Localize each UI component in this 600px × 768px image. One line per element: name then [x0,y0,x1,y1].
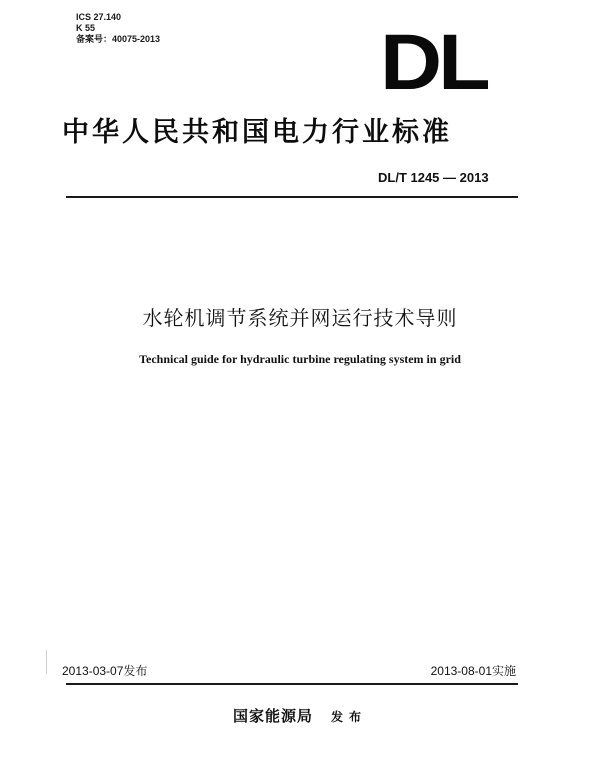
standard-number: DL/T 1245 — 2013 [378,170,489,185]
standard-category: 中华人民共和国电力行业标准 [62,117,452,148]
publisher-action: 发布 [331,710,368,724]
publisher-organization: 国家能源局 [232,707,313,725]
header-meta [76,12,160,45]
header-divider [66,196,518,198]
implementation-date: 2013-08-01实施 [430,664,516,678]
ics-code: ICS 27.140 [76,12,122,22]
document-title-cn: 水轮机调节系统并网运行技术导则 [142,306,458,330]
scan-artifact [46,650,47,674]
dl-logo: DL [380,18,487,107]
document-title-en: Technical guide for hydraulic turbine regulating system in grid [139,352,461,366]
footer-divider [66,683,518,685]
record-number: 备案号：40075-2013 [76,34,161,44]
publisher-line [0,705,600,726]
classification-code: K 55 [76,23,96,33]
issue-date: 2013-03-07发布 [62,664,148,678]
